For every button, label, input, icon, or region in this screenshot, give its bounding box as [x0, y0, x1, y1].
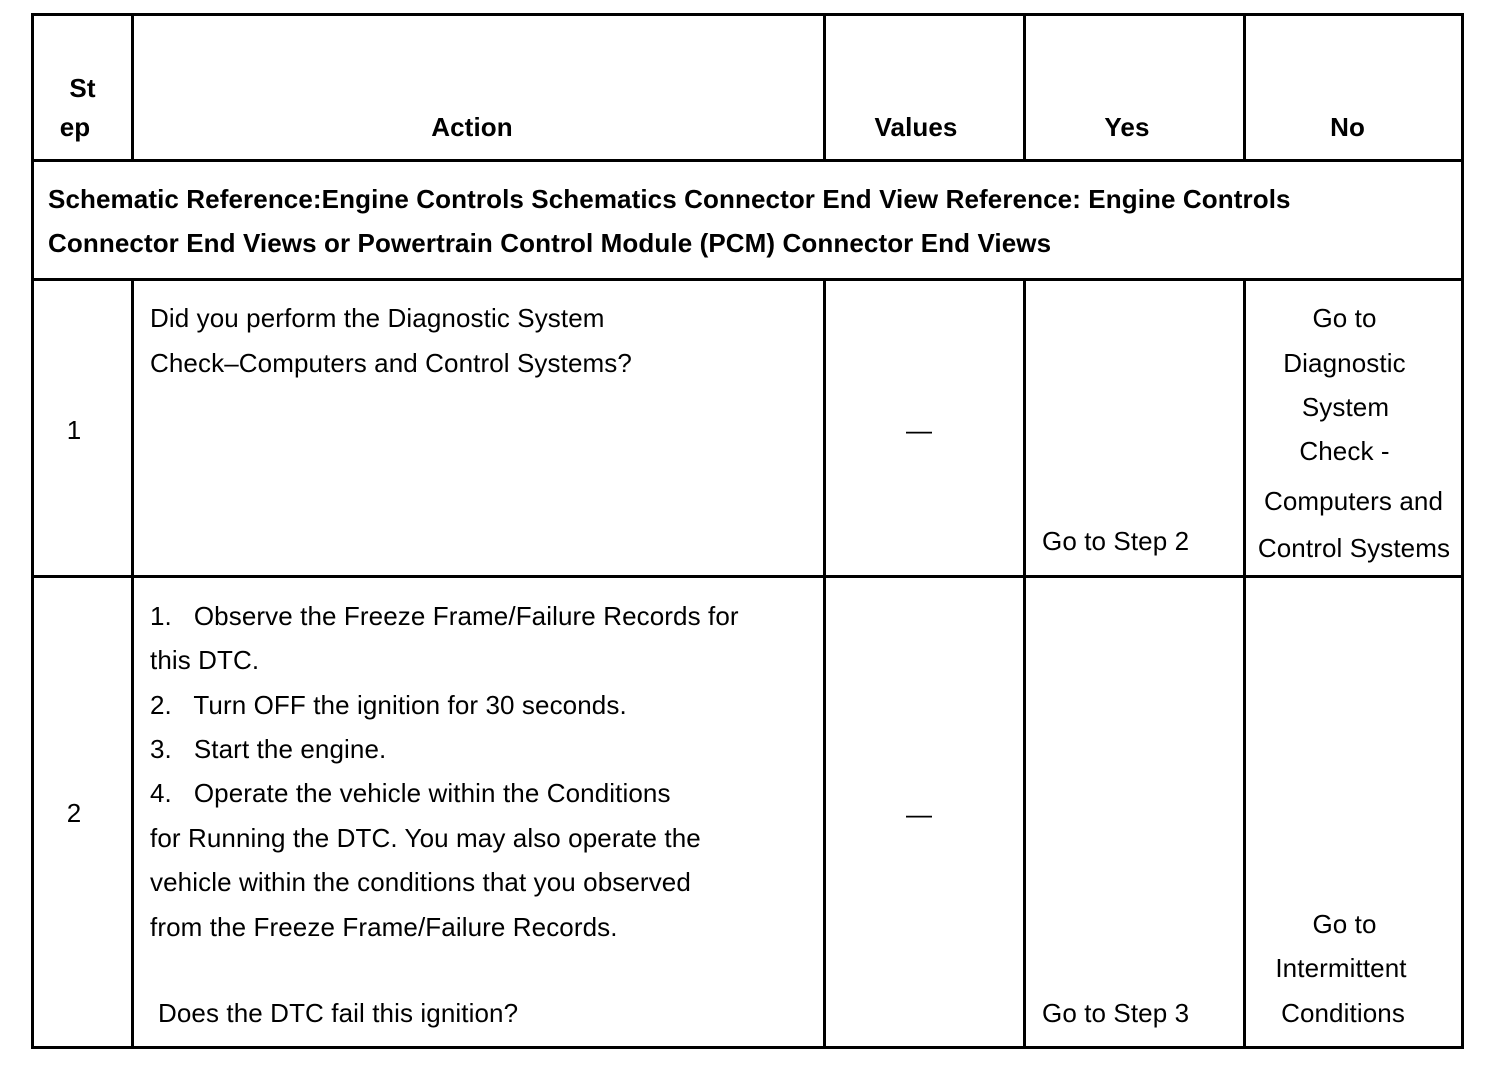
action-line: 3. Start the engine.	[150, 734, 387, 764]
action-line: from the Freeze Frame/Failure Records.	[150, 912, 618, 942]
no-link-line[interactable]: Control Systems	[1257, 533, 1451, 563]
header-divider	[31, 159, 1464, 162]
column-divider	[823, 278, 826, 1049]
column-divider	[131, 278, 134, 1049]
step-number: 1	[66, 415, 82, 445]
row-divider	[31, 575, 1464, 578]
no-link-line[interactable]: Conditions	[1281, 998, 1405, 1028]
action-line: vehicle within the conditions that you observed	[150, 867, 691, 897]
no-link-line[interactable]: Diagnostic	[1283, 348, 1406, 378]
no-link-line[interactable]: Go to	[1312, 909, 1377, 939]
header-step-line1: St	[69, 73, 96, 103]
column-divider	[1023, 278, 1026, 1049]
schematic-reference-line2: Connector End Views or Powertrain Control Module (PCM) Connector End Views	[48, 228, 1052, 258]
no-link-line[interactable]: System	[1301, 392, 1390, 422]
yes-link[interactable]: Go to Step 2	[1042, 526, 1190, 556]
value-dash: —	[905, 415, 933, 445]
schematic-reference-line1: Schematic Reference:Engine Controls Schematics Connector End View Reference: Engine Controls	[48, 184, 1291, 214]
value-dash: —	[905, 799, 933, 829]
header-values: Values	[874, 112, 958, 142]
header-yes: Yes	[1104, 112, 1150, 142]
action-line: 2. Turn OFF the ignition for 30 seconds.	[150, 690, 627, 720]
yes-link[interactable]: Go to Step 3	[1042, 998, 1190, 1028]
action-question: Does the DTC fail this ignition?	[158, 998, 519, 1028]
no-link-line[interactable]: Check -	[1299, 436, 1390, 466]
no-link-line[interactable]: Computers and	[1263, 486, 1444, 516]
header-action: Action	[431, 112, 513, 142]
action-line: Did you perform the Diagnostic System	[150, 303, 605, 333]
action-line: Check–Computers and Control Systems?	[150, 348, 632, 378]
header-no: No	[1330, 112, 1365, 142]
action-line: this DTC.	[150, 645, 260, 675]
step-number: 2	[66, 798, 82, 828]
no-link-line[interactable]: Intermittent	[1275, 953, 1407, 983]
action-line: 1. Observe the Freeze Frame/Failure Records for	[150, 601, 739, 631]
header-step-line2: ep	[59, 112, 91, 142]
action-line: for Running the DTC. You may also operate the	[150, 823, 701, 853]
reference-divider	[31, 278, 1464, 281]
no-link-line[interactable]: Go to	[1312, 303, 1377, 333]
action-line: 4. Operate the vehicle within the Conditions	[150, 778, 671, 808]
